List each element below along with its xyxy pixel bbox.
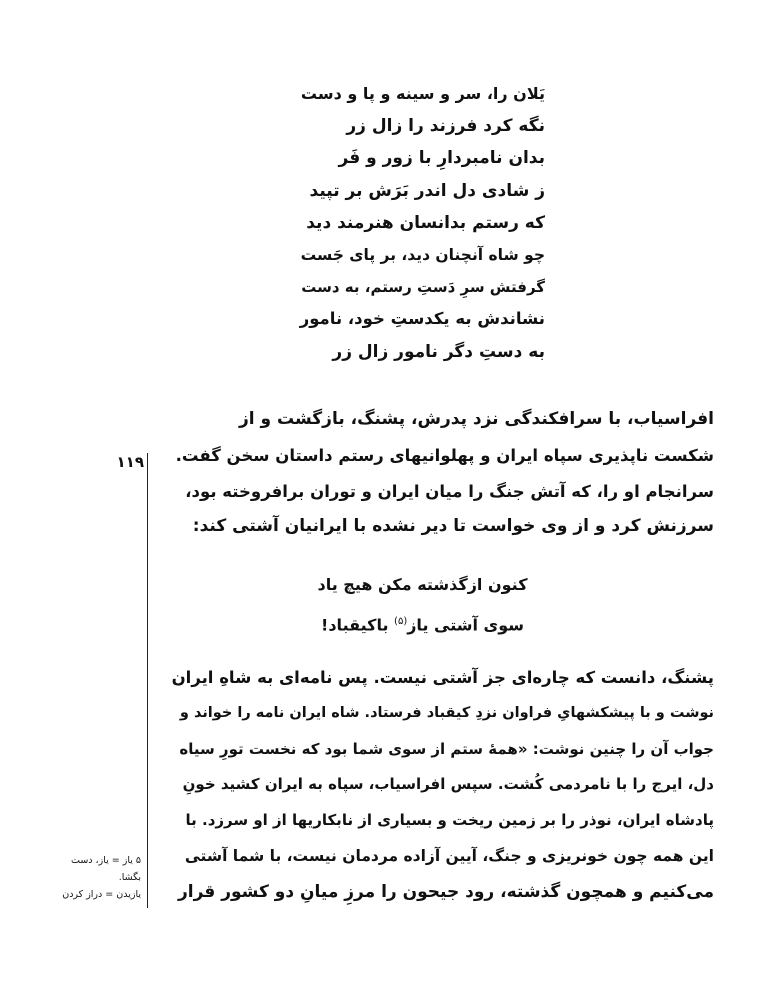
poem-line: که رستم بدانسان هنرمند دید [306,212,545,233]
footnote-line: ۵ یاز = یاز، دست بگشا. [71,855,141,883]
poem-line: یَلان را، سر و سینه و پا و دست [300,84,545,103]
couplet-text: باکیقباد! [321,615,395,635]
paragraph-line: می‌کنیم و همچون گذشته، رود جیحون را مرزِ میانِ دو کشور قرار [177,881,714,902]
couplet-line [300,603,545,640]
poem-line: گرفتش سرِ دَستِ رستم، به دست [301,278,545,297]
couplet-line: کنون ازگذشته مکن هیچ یاد [317,575,528,594]
poem-line: نشاندش به یکدستِ خود، نامور [299,309,545,329]
footnote [55,852,141,903]
poem-line: به دستِ دگر نامور زال زر [332,341,545,362]
paragraph-line: نوشت و با پیشکشهایِ فراوان نزدِ کیقباد فرستاد. شاه ایران نامه را خواند و [179,704,714,721]
poem-block [300,78,545,368]
poem-line: نگه کرد فرزند را زال زر [346,116,545,137]
couplet-text: سوی آشتی یاز [407,615,524,635]
paragraph-line: سرزنش کرد و از وی خواست تا دیر نشده با ایرانیان آشتی کند: [192,516,714,537]
footnote-marker: (۵) [394,616,408,627]
paragraph-line: شکست ناپذیری سپاه ایران و پهلوانیهای رستم داستان سخن گفت. [175,445,714,465]
poem-line: بدان نامبردارِ با زور و فَر [338,148,545,169]
paragraph-line: سرانجام او را، که آتش جنگ را میان ایران و توران برافروخته بود، [185,481,714,501]
footnote-line: یازیدن = دراز کردن [62,889,141,900]
paragraph-line: پادشاه ایران، نوذر را بر زمین ریخت و بسیاری از نابکاریها از او سرزد. با [185,811,714,830]
poem-line: چو شاه آنچنان دید، بر پای جَست [300,245,545,264]
paragraph-line: این همه چون خونریزی و جنگ، آیین آزاده مردمان نیست، با شما آشتی [184,846,714,865]
paragraph-line: دل، ایرج را با نامردمی کُشت. سپس افراسیاب، سپاه به ایران کشید خونِ [182,775,714,794]
poem-line: ز شادی دل اندر بَرَش بر تپید [309,180,545,201]
paragraph-afrasiab-return [172,402,714,545]
paragraph-line: افراسیاب، با سرافکندگی نزد پدرش، پشنگ، بازگشت و از [238,409,714,429]
margin-rule [147,453,148,908]
paragraph-pashang-letter [172,660,714,911]
margin-page-number: ۱۱۹ [116,453,144,471]
paragraph-line: جواب آن را چنین نوشت: «همهٔ ستم از سوی شما بود که نخست تورِ سیاه [179,739,714,758]
couplet-block [300,566,545,640]
paragraph-line: پشنگ، دانست که چاره‌ای جز آشتی نیست. پس نامه‌ای به شاهِ ایران [171,668,714,687]
